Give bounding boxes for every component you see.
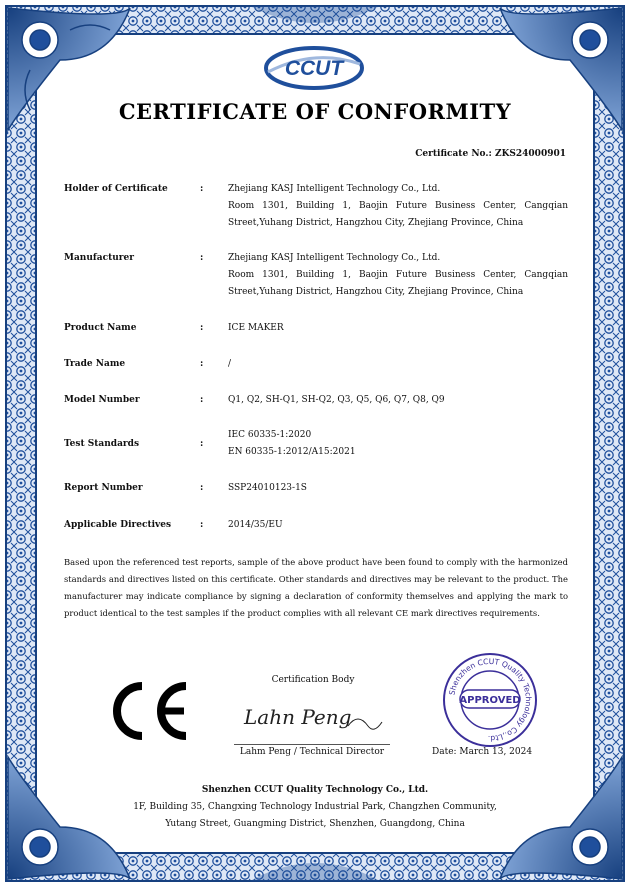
compliance-statement: Based upon the referenced test reports, sample of the above product have been found to comply with the harmonized standards and directives listed on this certificate. Other standards and directives may be relevant to the product. The manufacturer may indicate compliance by signing a declaration of conformity themselves and applying the mark to product identical to the test samples if the product complies with all relevant CE mark directives requirements.: [64, 557, 568, 618]
svg-text:CCUT: CCUT: [284, 57, 344, 80]
issuer-address-1: 1F, Building 35, Changxing Technology Industrial Park, Changzhen Community,: [133, 802, 497, 812]
svg-text:Shenzhen CCUT Quality Technolo: Shenzhen CCUT Quality Technology Co.,Ltd.: [447, 656, 534, 744]
signature-line: [234, 744, 390, 745]
certificate-title: CERTIFICATE OF CONFORMITY: [118, 99, 512, 124]
issuer-address-2: Yutang Street, Guangming District, Shenzhen, Guangdong, China: [165, 819, 465, 829]
approved-stamp: [442, 652, 538, 748]
issuer-name: Shenzhen CCUT Quality Technology Co., Ltd.: [201, 785, 429, 795]
svg-text:Lahn Peng: Lahn Peng: [244, 705, 352, 729]
ccut-logo: [262, 44, 366, 90]
certificate-number: Certificate No.: ZKS24000901: [415, 149, 566, 159]
ce-mark: [104, 680, 190, 742]
signature: [238, 696, 388, 736]
issuer-block: [0, 782, 630, 833]
signer-name: Lahm Peng / Technical Director: [239, 747, 385, 757]
svg-text:APPROVED: APPROVED: [459, 695, 521, 706]
certification-body-label: Certification Body: [271, 675, 355, 685]
issue-date: Date: March 13, 2024: [432, 747, 533, 757]
